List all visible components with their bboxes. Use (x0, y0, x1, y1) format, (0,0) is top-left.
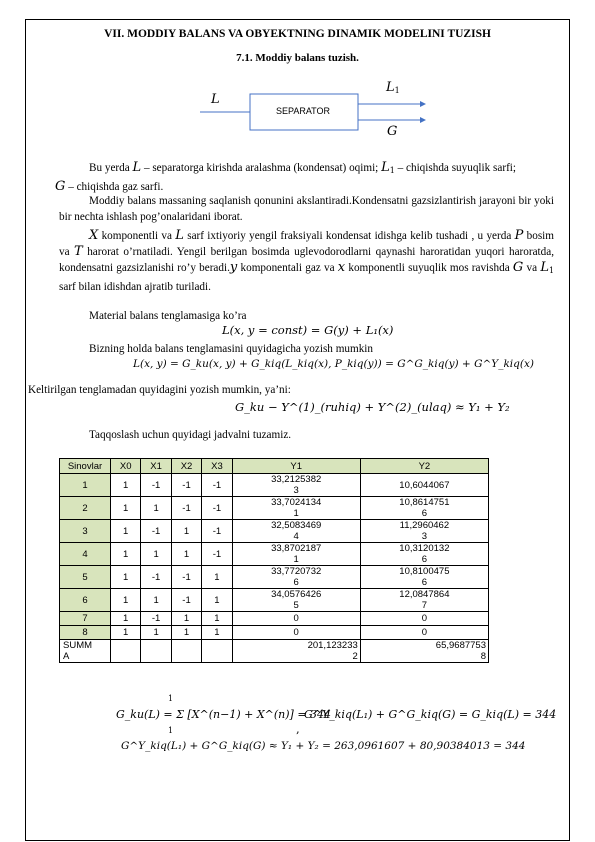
table-cell: SUMM A (60, 640, 111, 663)
arrow-top-icon (420, 101, 426, 107)
table-row (60, 626, 489, 640)
table-cell: -1 (202, 520, 232, 543)
table-cell: 1 (111, 497, 141, 520)
table-cell: -1 (202, 543, 232, 566)
col-header: X2 (171, 459, 201, 474)
table-cell (171, 640, 201, 663)
table-row (60, 589, 489, 612)
paragraph-material-balance: Material balans tenglamasiga ko’ra (89, 310, 247, 322)
table-cell: 1 (111, 626, 141, 640)
table-cell: 0 (360, 626, 488, 640)
table-cell: 1 (171, 612, 201, 626)
table-cell: 1 (141, 626, 171, 640)
table-cell: 1 (202, 612, 232, 626)
separator-label: SEPARATOR (276, 106, 331, 116)
formula-6: G^Y_kiq(L₁) + G^G_kiq(G) ≈ Y₁ + Y₂ = 263,0961607 + 80,90384013 = 344 (121, 740, 526, 752)
table-cell: 1 (202, 626, 232, 640)
table-cell: 10,6044067 (360, 474, 488, 497)
table-cell: -1 (171, 497, 201, 520)
table-cell: 1 (111, 566, 141, 589)
table-cell: 1 (60, 474, 111, 497)
table-row (60, 543, 489, 566)
table-cell: 0 (360, 612, 488, 626)
table-header-row (60, 459, 489, 474)
col-header: Sinovlar (60, 459, 111, 474)
table-cell: 1 (111, 589, 141, 612)
diagram-output-top-label: $L_1$ (386, 80, 400, 95)
col-header: X3 (202, 459, 232, 474)
table-sum-row (60, 640, 489, 663)
sum-lower-limit: 1 (168, 726, 174, 735)
table-cell: 1 (141, 497, 171, 520)
section-title: VII. MODDIY BALANS VA OBYEKTNING DINAMIK MODELINI TUZISH (104, 28, 491, 40)
formula-separator-comma: , (296, 722, 300, 736)
table-row (60, 474, 489, 497)
paragraph-derived: Keltirilgan tenglamadan quyidagini yozish mumkin, ya’ni: (28, 384, 291, 396)
col-header: X0 (111, 459, 141, 474)
table-cell: 33,7024134 1 (232, 497, 360, 520)
table-cell (202, 640, 232, 663)
table-cell: -1 (141, 612, 171, 626)
table-cell: 32,5083469 4 (232, 520, 360, 543)
table-cell: 10,3120132 6 (360, 543, 488, 566)
table-cell: 34,0576426 5 (232, 589, 360, 612)
table-cell: 1 (171, 543, 201, 566)
table-cell: 65,9687753 8 (360, 640, 488, 663)
sum-upper-limit: 1 (168, 694, 174, 703)
table-cell: 1 (171, 626, 201, 640)
paragraph-comparison: Taqqoslash uchun quyidagi jadvalni tuzamiz. (89, 429, 292, 441)
table-cell: 1 (202, 566, 232, 589)
table-cell: 33,7720732 6 (232, 566, 360, 589)
table-cell: 5 (60, 566, 111, 589)
formula-4: G_ku(L) = Σ [X^(n−1) + X^(n)] = 344 (116, 708, 332, 721)
table-cell: 33,8702187 1 (232, 543, 360, 566)
formula-3: G_ku − Y^(1)_(ruhiq) + Y^(2)_(ulaq) ≈ Y₁ + Y₂ (235, 400, 510, 414)
table-cell: 11,2960462 3 (360, 520, 488, 543)
table-cell: 8 (60, 626, 111, 640)
diagram-input-label: L (211, 92, 220, 107)
formula-1: L(x, y = const) = G(y) + L₁(x) (222, 323, 394, 337)
diagram-output-bottom-label: G (387, 124, 398, 139)
table-cell: 6 (60, 589, 111, 612)
table-cell: -1 (171, 566, 201, 589)
col-header: Y2 (360, 459, 488, 474)
paragraph-mass-balance: Moddiy balans massaning saqlanish qonunini akslantiradi.Kondensatni gazsizlantirish jarayoni bir yoki bir nechta ishlash pog’onalaridani iborat. (59, 195, 554, 223)
table-cell (111, 640, 141, 663)
table-row (60, 520, 489, 543)
table-cell: 2 (60, 497, 111, 520)
formula-2: L(x, y) = G_ku(x, y) + G_kiq(L_kiq(x), P_kiq(y)) = G^G_kiq(y) + G^Y_kiq(x) (133, 358, 534, 370)
table-cell: 10,8100475 6 (360, 566, 488, 589)
col-header: Y1 (232, 459, 360, 474)
table-cell: 1 (111, 612, 141, 626)
table-cell: 3 (60, 520, 111, 543)
table-row (60, 566, 489, 589)
subsection-title: 7.1. Moddiy balans tuzish. (236, 52, 359, 64)
table-cell: -1 (171, 589, 201, 612)
table-cell: 33,2125382 3 (232, 474, 360, 497)
table-row (60, 612, 489, 626)
table-cell: 1 (141, 543, 171, 566)
table-cell: -1 (141, 566, 171, 589)
table-cell: 1 (202, 589, 232, 612)
paragraph-balance-equation: Bizning holda balans tenglamasini quyidagicha yozish mumkin (89, 343, 373, 355)
table-cell: 1 (111, 543, 141, 566)
table-row (60, 497, 489, 520)
arrow-bottom-icon (420, 117, 426, 123)
table-cell: 1 (111, 520, 141, 543)
col-header: X1 (141, 459, 171, 474)
comparison-table (59, 458, 489, 663)
table-cell: 0 (232, 612, 360, 626)
paragraph-process: X komponentli va L sarf ixtiyoriy yengil fraksiyali kondensat idishga kelib tushadi , u yerda P bosim va T harorat o’rnatiladi. Yengil berilgan bosimda uglevodorodlarni qaynashi haroratidan yuqori haroratda, kondensatni gazsizlanishi ro’y beradi.y komponentali gaz va x komponentli suyuqlik mos ravishda G va $L_1$ sarf bilan idishdan ajratib turiladi. (59, 228, 555, 293)
table-cell: 1 (171, 520, 201, 543)
table-cell: -1 (141, 474, 171, 497)
table-cell: 10,8614751 6 (360, 497, 488, 520)
table-cell: 0 (232, 626, 360, 640)
table-cell: -1 (171, 474, 201, 497)
table-cell: 201,123233 2 (232, 640, 360, 663)
table-cell: -1 (141, 520, 171, 543)
table-cell: -1 (202, 474, 232, 497)
table-cell: 4 (60, 543, 111, 566)
table-cell: 1 (111, 474, 141, 497)
paragraph-definitions: Bu yerda L – separatorga kirishda aralashma (kondensat) oqimi; $L_1$ – chiqishda suyuqlik sarfi; G – chiqishda gaz sarfi. (55, 160, 517, 194)
formula-5: G^Y_kiq(L₁) + G^G_kiq(G) = G_kiq(L) = 344 (304, 708, 557, 721)
table-cell: 12,0847864 7 (360, 589, 488, 612)
table-cell: 1 (141, 589, 171, 612)
table-cell (141, 640, 171, 663)
table-cell: 7 (60, 612, 111, 626)
table-cell: -1 (202, 497, 232, 520)
